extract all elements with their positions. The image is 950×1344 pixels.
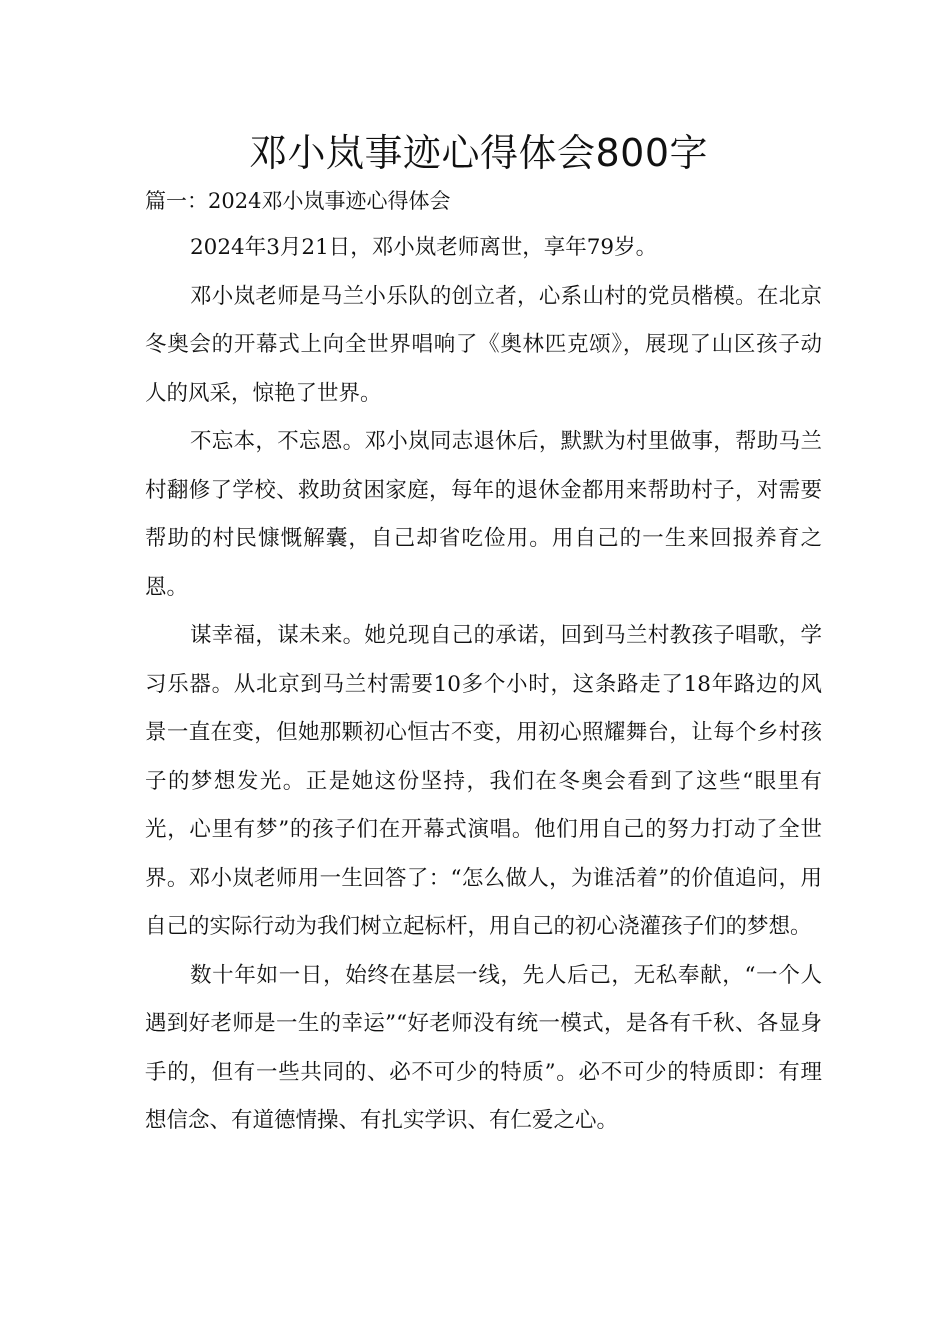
paragraph-3: 不忘本，不忘恩。邓小岚同志退休后，默默为村里做事，帮助马兰村翻修了学校、救助贫困家庭，每年的退休金都用来帮助村子，对需要帮助的村民慷慨解囊，自己却省吃俭用。用自己的一生来回报养育之恩。 — [145, 429, 822, 600]
paragraph-5: 数十年如一日，始终在基层一线，先人后己，无私奉献，“一个人遇到好老师是一生的幸运”“好老师没有统一模式，是各有千秋、各显身手的，但有一些共同的、必不可少的特质”。必不可少的特质即：有理想信念、有道德情操、有扎实学识、有仁爱之心。 — [145, 962, 822, 1133]
document-title: 邓小岚事迹心得体会800字 — [248, 131, 709, 175]
paragraph-1: 2024年3月21日，邓小岚老师离世，享年79岁。 — [190, 235, 658, 260]
paragraph-2: 邓小岚老师是马兰小乐队的创立者，心系山村的党员楷模。在北京冬奥会的开幕式上向全世界唱响了《奥林匹克颂》，展现了山区孩子动人的风采，惊艳了世界。 — [145, 283, 822, 406]
paragraph-4: 谋幸福，谋未来。她兑现自己的承诺，回到马兰村教孩子唱歌，学习乐器。从北京到马兰村需要10多个小时，这条路走了18年路边的风景一直在变，但她那颗初心恒古不变，用初心照耀舞台，让每个乡村孩子的梦想发光。正是她这份坚持，我们在冬奥会看到了这些“眼里有光，心里有梦”的孩子们在开幕式演唱。他们用自己的努力打动了全世界。邓小岚老师用一生回答了：“怎么做人，为谁活着”的价值追问，用自己的实际行动为我们树立起标杆，用自己的初心浇灌孩子们的梦想。 — [145, 623, 822, 939]
section-heading: 篇一：2024邓小岚事迹心得体会 — [145, 189, 451, 213]
